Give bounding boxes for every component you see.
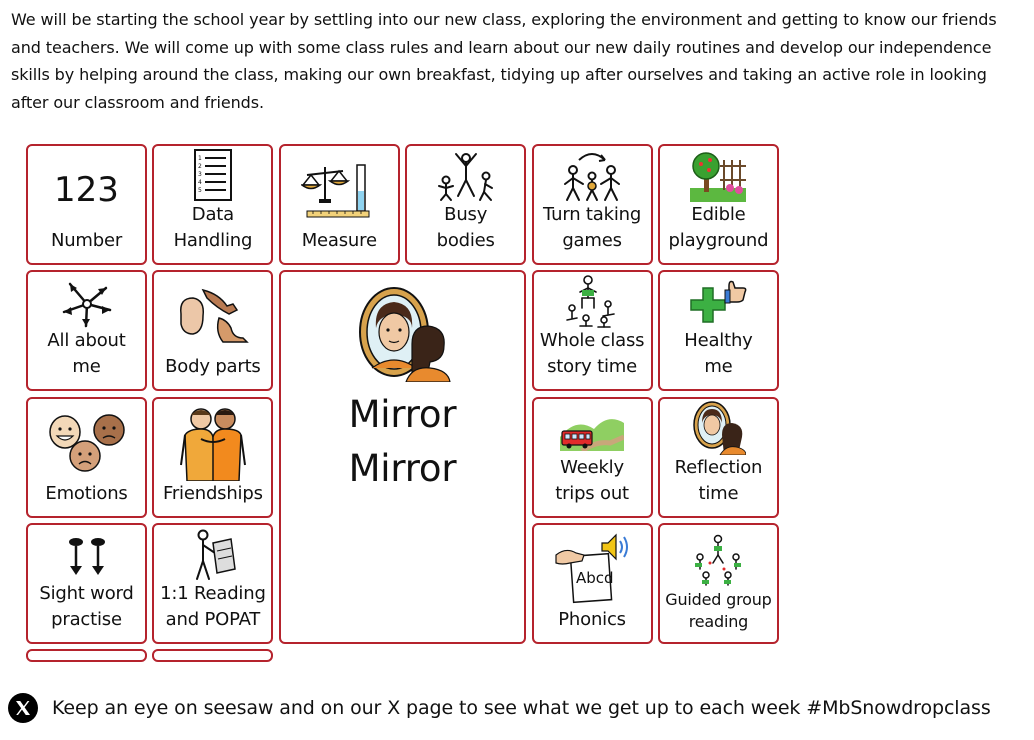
list-icon (154, 144, 271, 202)
faces-icon (28, 399, 145, 481)
card-reflection-time (658, 397, 779, 518)
group-reading-icon (660, 525, 777, 589)
card-emotions (26, 397, 147, 518)
card-turn-taking (532, 144, 653, 265)
reading-icon (154, 523, 271, 581)
card-label (173, 649, 252, 651)
card-busy-bodies (405, 144, 526, 265)
card-measure (279, 144, 400, 265)
card-label: Whole class story time (539, 330, 645, 378)
card-label: Measure (301, 230, 377, 251)
svg-text:1: 1 (197, 155, 202, 162)
footer-text: Keep an eye on seesaw and on our X page to see what we get up to each week #MbSnowdropclass (52, 697, 991, 719)
card-edible-playground (658, 144, 779, 265)
intro-paragraph: We will be starting the school year by settling into our new class, exploring the environment and getting to know our friends and teachers. We will come up with some class rules and learn about our new daily routines and develop our independence skills by helping around the class, making our own breakfast, tidying up after ourselves and taking an active role in looking after our classroom and friends. (11, 10, 997, 112)
card-label: Guided group reading (665, 589, 772, 631)
card-writing-activities (152, 649, 273, 662)
health-cross-icon (660, 270, 777, 328)
friends-icon (154, 399, 271, 481)
card-label (33, 649, 140, 651)
card-healthy-me (658, 270, 779, 391)
card-all-about-me (26, 270, 147, 391)
card-reading-popat (152, 523, 273, 644)
card-data-handling (152, 144, 273, 265)
card-label: Healthy me (684, 330, 753, 378)
mirror-small-icon (660, 397, 777, 455)
exercise-icon (407, 144, 524, 202)
svg-text:3: 3 (197, 171, 202, 178)
story-time-icon (534, 270, 651, 328)
footer (8, 692, 991, 724)
garden-icon (660, 144, 777, 202)
body-parts-icon (154, 272, 271, 354)
x-logo-icon[interactable] (8, 693, 38, 723)
card-label: Mirror Mirror (348, 393, 457, 491)
card-label: Friendships (163, 482, 263, 504)
card-label: Data Handling (173, 204, 253, 251)
card-sight-word (26, 523, 147, 644)
card-handwriting (26, 649, 147, 662)
phonics-icon (534, 525, 651, 607)
number-icon: 123 (54, 170, 119, 210)
card-friendships (152, 397, 273, 518)
card-body-parts (152, 270, 273, 391)
scales-icon (281, 146, 398, 228)
card-weekly-trips (532, 397, 653, 518)
card-label: Sight word practise (39, 582, 134, 630)
phonics-text: Abcd (576, 568, 614, 587)
svg-text:2: 2 (197, 163, 202, 170)
card-label: Phonics (558, 608, 626, 630)
card-label: Body parts (165, 356, 261, 378)
card-label: Number (50, 230, 123, 251)
card-label: All about me (47, 330, 126, 378)
card-phonics (532, 523, 653, 644)
svg-text:5: 5 (197, 187, 202, 194)
card-label: Turn taking games (543, 204, 642, 251)
card-label: Weekly trips out (555, 456, 629, 504)
turn-taking-icon (534, 144, 651, 202)
card-mirror-mirror (279, 270, 526, 644)
arrows-out-icon (28, 272, 145, 328)
topic-grid (26, 144, 779, 644)
bus-icon (534, 399, 651, 455)
eyes-icon (28, 525, 145, 581)
mirror-icon (352, 286, 452, 382)
card-label: Edible playground (668, 204, 769, 251)
card-label: Busy bodies (436, 204, 495, 251)
card-label: 1:1 Reading and POPAT (160, 582, 266, 630)
card-number (26, 144, 147, 265)
card-label: Reflection time (674, 456, 763, 504)
svg-text:4: 4 (197, 179, 202, 186)
card-whole-class-story (532, 270, 653, 391)
card-label: Emotions (45, 482, 128, 504)
card-guided-reading (658, 523, 779, 644)
